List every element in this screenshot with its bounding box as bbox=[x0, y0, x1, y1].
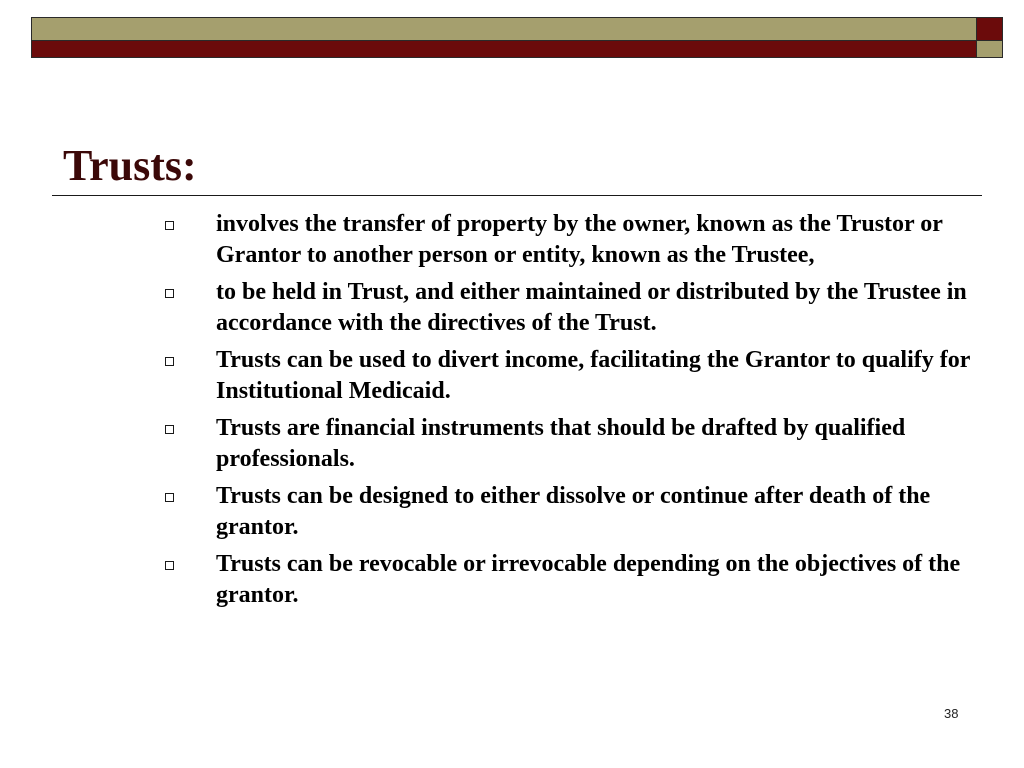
hollow-square-bullet-icon bbox=[165, 561, 174, 570]
bullet-list bbox=[160, 209, 970, 617]
page-number: 38 bbox=[944, 706, 959, 721]
list-item bbox=[160, 345, 970, 407]
bullet-text: involves the transfer of property by the owner, known as the Trustor or Grantor to another person or entity, known as the Trustee, bbox=[216, 211, 943, 268]
bullet-text: Trusts can be revocable or irrevocable depending on the objectives of the grantor. bbox=[216, 551, 961, 608]
hollow-square-bullet-icon bbox=[165, 289, 174, 298]
header-olive-bar bbox=[31, 17, 977, 41]
title-divider bbox=[52, 195, 982, 196]
list-item bbox=[160, 413, 970, 475]
hollow-square-bullet-icon bbox=[165, 425, 174, 434]
header-maroon-square bbox=[977, 17, 1003, 41]
list-item bbox=[160, 481, 970, 543]
header-olive-square bbox=[977, 41, 1003, 58]
list-item bbox=[160, 549, 970, 611]
hollow-square-bullet-icon bbox=[165, 493, 174, 502]
bullet-text: Trusts can be used to divert income, facilitating the Grantor to qualify for Institutional Medicaid. bbox=[216, 347, 970, 404]
list-item bbox=[160, 277, 970, 339]
list-item bbox=[160, 209, 970, 271]
bullet-text: Trusts are financial instruments that should be drafted by qualified professionals. bbox=[216, 415, 906, 472]
hollow-square-bullet-icon bbox=[165, 357, 174, 366]
bullet-text: Trusts can be designed to either dissolve or continue after death of the grantor. bbox=[216, 483, 931, 540]
slide-title: Trusts: bbox=[63, 141, 197, 190]
hollow-square-bullet-icon bbox=[165, 221, 174, 230]
bullet-text: to be held in Trust, and either maintained or distributed by the Trustee in accordance with the directives of the Trust. bbox=[216, 279, 967, 336]
header-maroon-bar bbox=[31, 41, 977, 58]
